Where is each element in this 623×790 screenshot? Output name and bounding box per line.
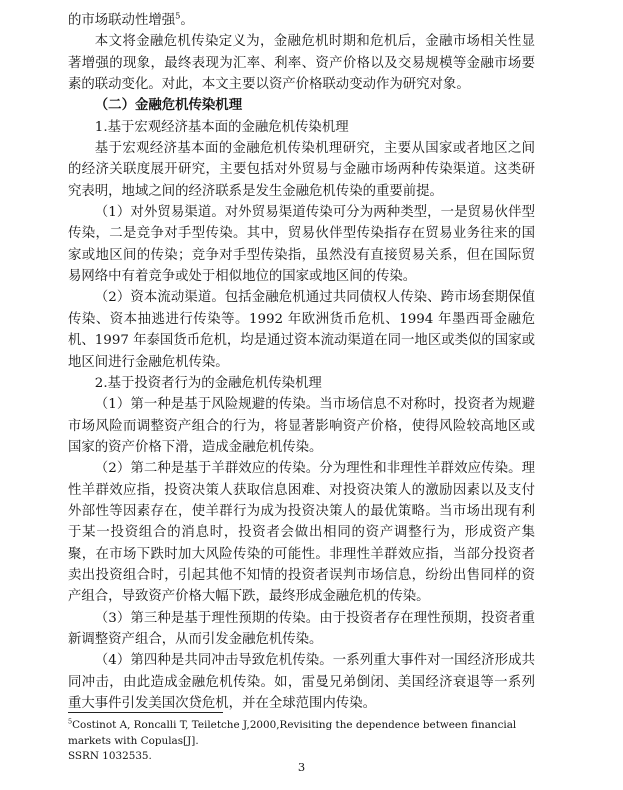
footnote-marker: 5: [68, 717, 73, 726]
subsection-heading-investor-behavior: 2.基于投资者行为的金融危机传染机理: [94, 375, 322, 391]
footnote-text-line2: SSRN 1032535.: [68, 750, 152, 762]
subsection-heading-macro: 1.基于宏观经济基本面的金融危机传染机理: [94, 119, 349, 135]
paragraph-risk-aversion: （1）第一种是基于风险规避的传染。当市场信息不对称时，投资者为规避市场风险而调整资产组合的行为，将显著影响资产价格，使得风险较高地区或国家的资产价格下滑，造成金融危机传染。: [68, 397, 535, 455]
footnote-text-line1: Costinot A, Roncalli T, Teiletche J,2000,Revisiting the dependence between financial markets with Copulas[J].: [68, 719, 517, 747]
paragraph-continuation: [68, 10, 535, 31]
paragraph-macro-overview: 基于宏观经济基本面的金融危机传染机理研究，主要从国家或者地区之间的经济关联度展开研究，主要包括对外贸易与金融市场两种传染渠道。这类研究表明，地域之间的经济联系是发生金融危机传染的重要前提。: [68, 141, 535, 199]
paragraph-capital-flow-channel: （2）资本流动渠道。包括金融危机通过共同债权人传染、跨市场套期保值传染、资本抽逃进行传染等。1992 年欧洲货币危机、1994 年墨西哥金融危机、1997 年泰国货币危机，均是通过资本流动渠道在同一地区或类似的国家或地区间进行金融危机传染。: [68, 290, 535, 370]
paragraph-continuation-end: 。: [180, 13, 194, 28]
footnote-reference-marker: 5: [175, 10, 181, 21]
paragraph-rational-expectation: （3）第三种是基于理性预期的传染。由于投资者存在理性预期，投资者重新调整资产组合，从而引发金融危机传染。: [68, 610, 535, 647]
paragraph-trade-channel: （1）对外贸易渠道。对外贸易渠道传染可分为两种类型，一是贸易伙伴型传染，二是竞争对手型传染。其中，贸易伙伴型传染指存在贸易业务往来的国家或地区间的传染；竞争对手型传染指，虽然没有直接贸易关系，但在国际贸易网络中有着竞争或处于相似地位的国家或地区间的传染。: [68, 205, 535, 285]
page-number: 3: [297, 760, 306, 774]
footnote-section: [68, 712, 540, 765]
footnote-citation: [68, 718, 540, 765]
paragraph-continuation-text: 的市场联动性增强: [68, 13, 176, 28]
section-heading: （二）金融危机传染机理: [94, 97, 243, 114]
footnote-separator: [68, 712, 223, 713]
paragraph-herd-effect: （2）第二种是基于羊群效应的传染。分为理性和非理性羊群效应传染。理性羊群效应指，投资决策人获取信息困难、对投资决策人的激励因素以及支付外部性等因素存在，使羊群行为成为投资决策人的最优策略。当市场出现有利于某一投资组合的消息时，投资者会做出相同的资产调整行为，形成资产集聚，在市场下跌时加大风险传染的可能性。非理性羊群效应指，当部分投资者卖出投资组合时，引起其他不知情的投资者误判市场信息，纷纷出售同样的资产组合，导致资产价格大幅下跌，最终形成金融危机的传染。: [68, 461, 535, 605]
paragraph-definition: 本文将金融危机传染定义为，金融危机时期和危机后，金融市场相关性显著增强的现象，最终表现为汇率、利率、资产价格以及交易规模等金融市场要素的联动变化。对此，本文主要以资产价格联动变动作为研究对象。: [68, 34, 535, 93]
page-body-text: [68, 10, 535, 714]
paragraph-common-shock: （4）第四种是共同冲击导致危机传染。一系列重大事件对一国经济形成共同冲击，由此造成金融危机传染。如，雷曼兄弟倒闭、美国经济衰退等一系列重大事件引发美国次贷危机，并在全球范围内传染。: [68, 653, 535, 711]
